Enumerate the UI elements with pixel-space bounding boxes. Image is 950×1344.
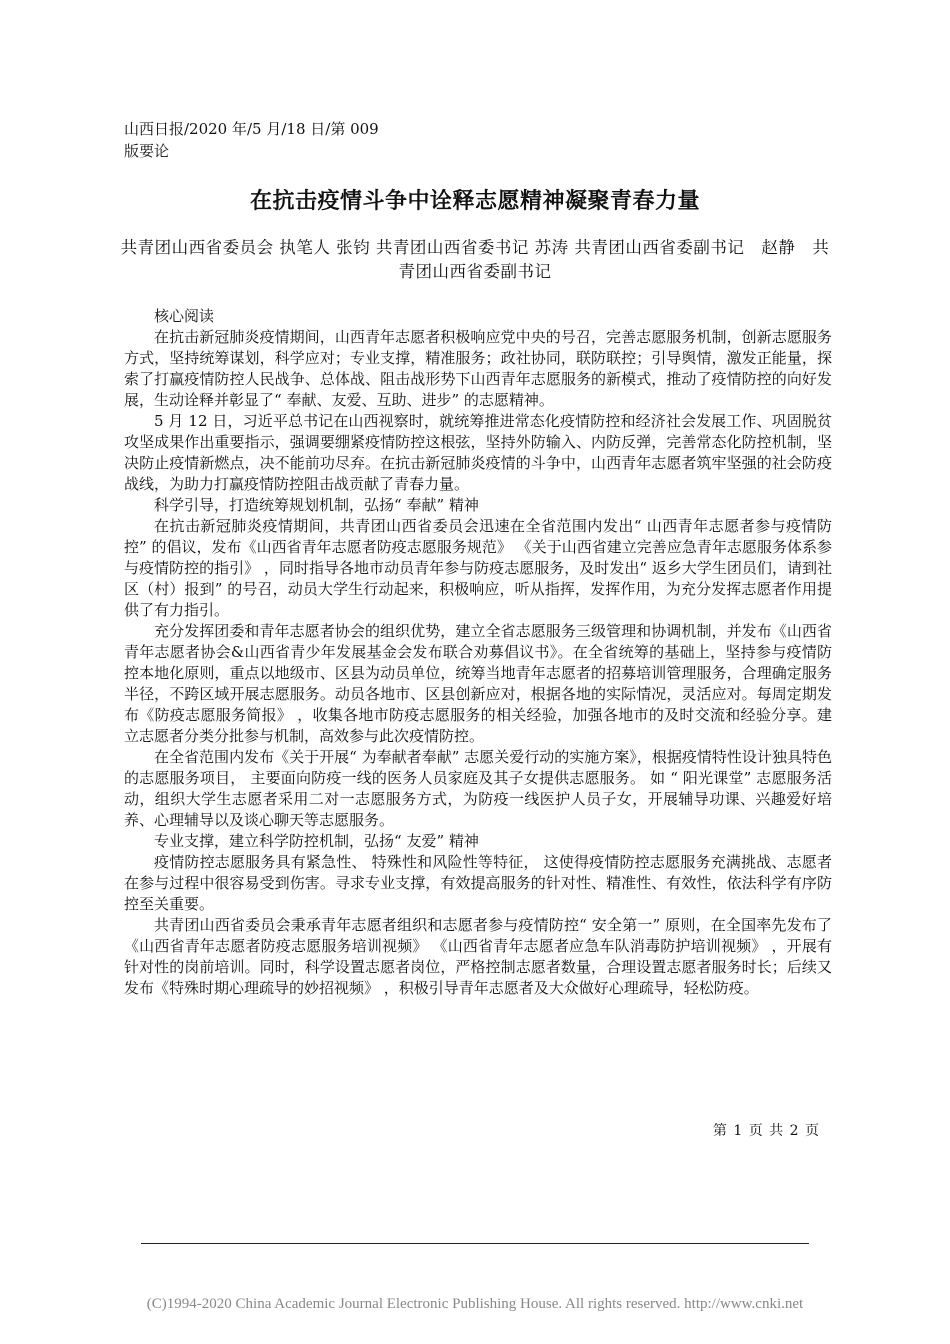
- paragraph-core-reading: 核心阅读: [154, 307, 215, 325]
- paragraph: 在抗击新冠肺炎疫情期间，共青团山西省委员会迅速在全省范围内发出“ 山西青年志愿者参与疫情防控” 的倡议，发布《山西省青年志愿者防疫志愿服务规范》 《关于山西省建立完善应急青年志愿服务体系参与疫情防控的指引》 ，同时指导各地市动员青年参与防疫志愿服务，及时发出“ 返乡大学生团员们，请到社区（村）报到” 的号召，动员大学生行动起来，积极响应，听从指挥，发挥作用，为充分发挥志愿者作用提供了有力指引。: [124, 517, 832, 619]
- page-indicator: 第 1 页 共 2 页: [712, 1123, 820, 1139]
- article-body: [124, 306, 832, 999]
- article-title: 在抗击疫情斗争中诠释志愿精神凝聚青春力量: [249, 189, 700, 214]
- paragraph: 共青团山西省委员会秉承青年志愿者组织和志愿者参与疫情防控“ 安全第一” 原则，在全国率先发布了《山西省青年志愿者防疫志愿服务培训视频》 《山西省青年志愿者应急车队消毒防护培训视频》 ，开展有针对性的岗前培训。同时，科学设置志愿者岗位，严格控制志愿者数量，合理设置志愿者服务时长；后续又发布《特殊时期心理疏导的妙招视频》 ，积极引导青年志愿者及大众做好心理疏导，轻松防疫。: [124, 916, 832, 997]
- paragraph: 在抗击新冠肺炎疫情期间，山西青年志愿者积极响应党中央的号召，完善志愿服务机制，创新志愿服务方式，坚持统筹谋划，科学应对；专业支撑，精准服务；政社协同，联防联控；引导舆情，激发正能量，探索了打赢疫情防控人民战争、总体战、阻击战形势下山西青年志愿服务的新模式，推动了疫情防控的向好发展，生动诠释并彰显了“ 奉献、友爱、互助、进步” 的志愿精神。: [124, 328, 832, 409]
- copyright-notice: (C)1994-2020 China Academic Journal Electronic Publishing House. All rights reserved. http://www.cnki.net: [146, 1296, 804, 1312]
- paragraph: 充分发挥团委和青年志愿者协会的组织优势，建立全省志愿服务三级管理和协调机制，并发布《山西省青年志愿者协会&山西省青少年发展基金会发布联合劝募倡议书》。在全省统筹的基础上，坚持参与疫情防控本地化原则，重点以地级市、区县为动员单位，统筹当地青年志愿者的招募培训管理服务，合理确定服务半径，不跨区域开展志愿服务。动员各地市、区县创新应对，根据各地的实际情况，灵活应对。每周定期发布《防疫志愿服务简报》 ，收集各地市防疫志愿服务的相关经验，加强各地市的及时交流和经验分享。建立志愿者分类分批参与机制，高效参与此次疫情防控。: [124, 622, 832, 745]
- section-heading: 专业支撑，建立科学防控机制，弘扬“ 友爱” 精神: [154, 832, 479, 850]
- section-heading: 科学引导，打造统筹规划机制，弘扬“ 奉献” 精神: [154, 496, 479, 514]
- section-label: 版要论: [124, 142, 170, 160]
- footer-divider: [141, 1243, 809, 1244]
- article-authors: 共青团山西省委员会 执笔人 张钧 共青团山西省委书记 苏涛 共青团山西省委副书记 赵静 共青团山西省委副书记: [120, 238, 830, 281]
- source-header: [124, 118, 379, 162]
- paragraph: 在全省范围内发布《关于开展“ 为奉献者奉献” 志愿关爱行动的实施方案》，根据疫情特性设计独具特色的志愿服务项目， 主要面向防疫一线的医务人员家庭及其子女提供志愿服务。 如 “ 阳光课堂” 志愿服务活动，组织大学生志愿者采用二对一志愿服务方式，为防疫一线医护人员子女，开展辅导功课、兴趣爱好培养、心理辅导以及谈心聊天等志愿服务。: [124, 748, 832, 829]
- source-line: 山西日报/2020 年/5 月/18 日/第 009: [124, 120, 379, 138]
- paragraph: 5 月 12 日，习近平总书记在山西视察时，就统筹推进常态化疫情防控和经济社会发展工作、巩固脱贫攻坚成果作出重要指示，强调要绷紧疫情防控这根弦，坚持外防输入、内防反弹，完善常态化防控机制，坚决防止疫情新燃点，决不能前功尽弃。在抗击新冠肺炎疫情的斗争中，山西青年志愿者筑牢坚强的社会防疫战线，为助力打赢疫情防控阻击战贡献了青春力量。: [124, 412, 832, 493]
- paragraph: 疫情防控志愿服务具有紧急性、 特殊性和风险性等特征， 这使得疫情防控志愿服务充满挑战、志愿者在参与过程中很容易受到伤害。寻求专业支撑，有效提高服务的针对性、精准性、有效性，依法科学有序防控至关重要。: [124, 853, 832, 913]
